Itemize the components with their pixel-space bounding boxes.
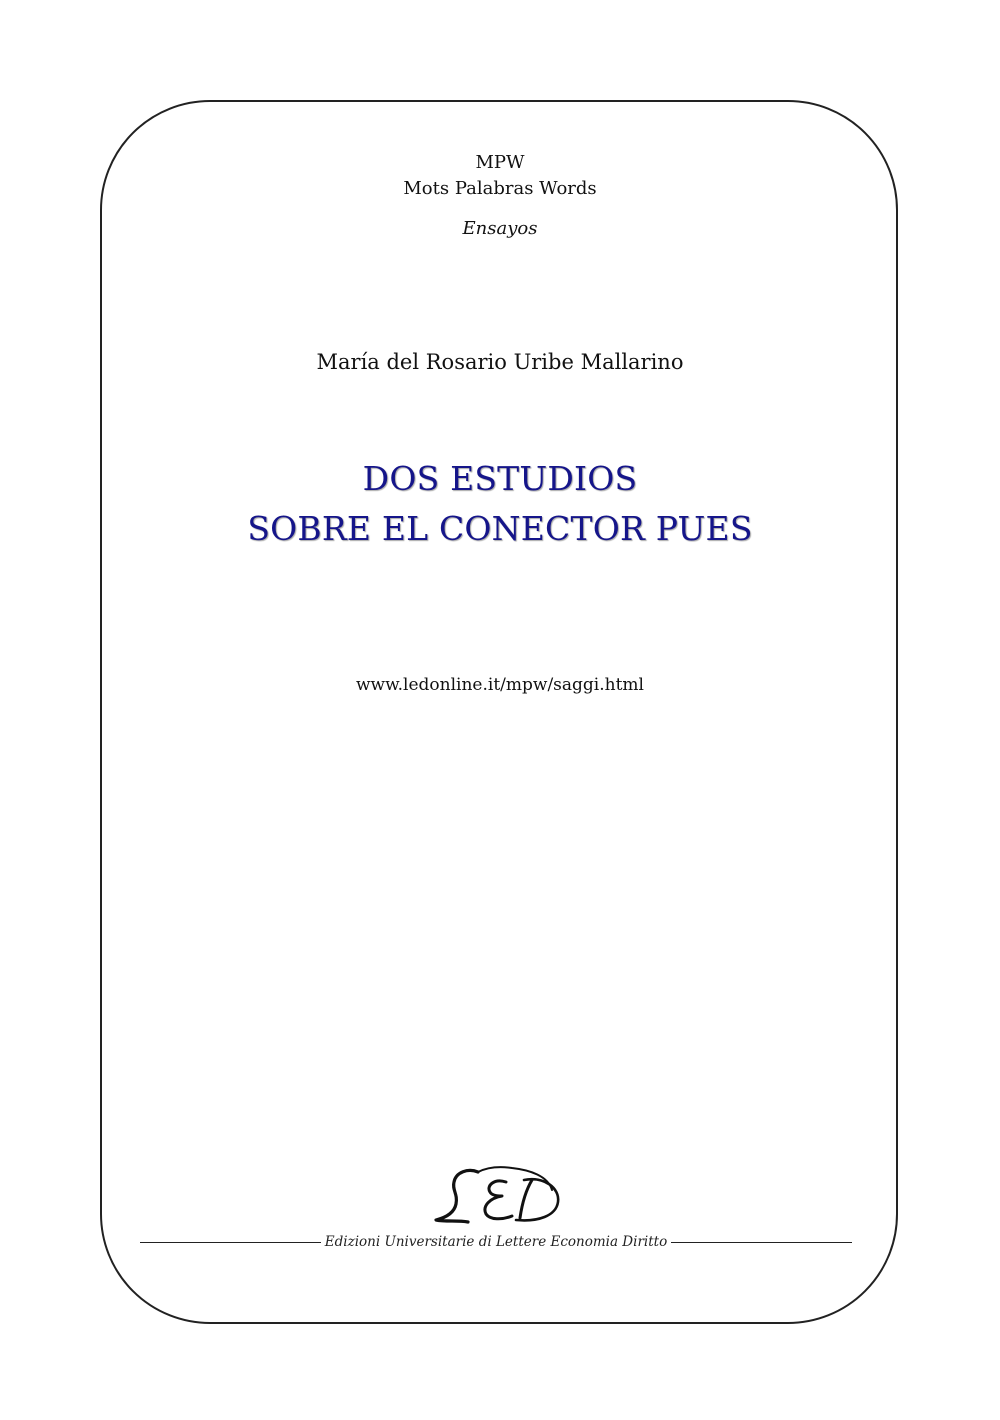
book-title <box>0 454 1000 554</box>
series-header <box>0 150 1000 202</box>
tagline-rule-right <box>671 1242 852 1243</box>
led-logo <box>420 1160 580 1230</box>
series-name: Mots Palabras Words <box>403 178 597 199</box>
collection-label: Ensayos <box>462 218 538 239</box>
title-line-2: SOBRE EL CONECTOR PUES <box>247 509 753 548</box>
series-abbreviation: MPW <box>475 152 525 173</box>
publisher-tagline-row <box>140 1230 852 1254</box>
title-line-1: DOS ESTUDIOS <box>362 459 638 498</box>
publisher-tagline: Edizioni Universitarie di Lettere Economia Diritto <box>324 1234 668 1250</box>
author-name: María del Rosario Uribe Mallarino <box>316 350 684 374</box>
tagline-rule-left <box>140 1242 321 1243</box>
page-frame <box>100 100 898 1324</box>
website-url: www.ledonline.it/mpw/saggi.html <box>356 675 644 695</box>
